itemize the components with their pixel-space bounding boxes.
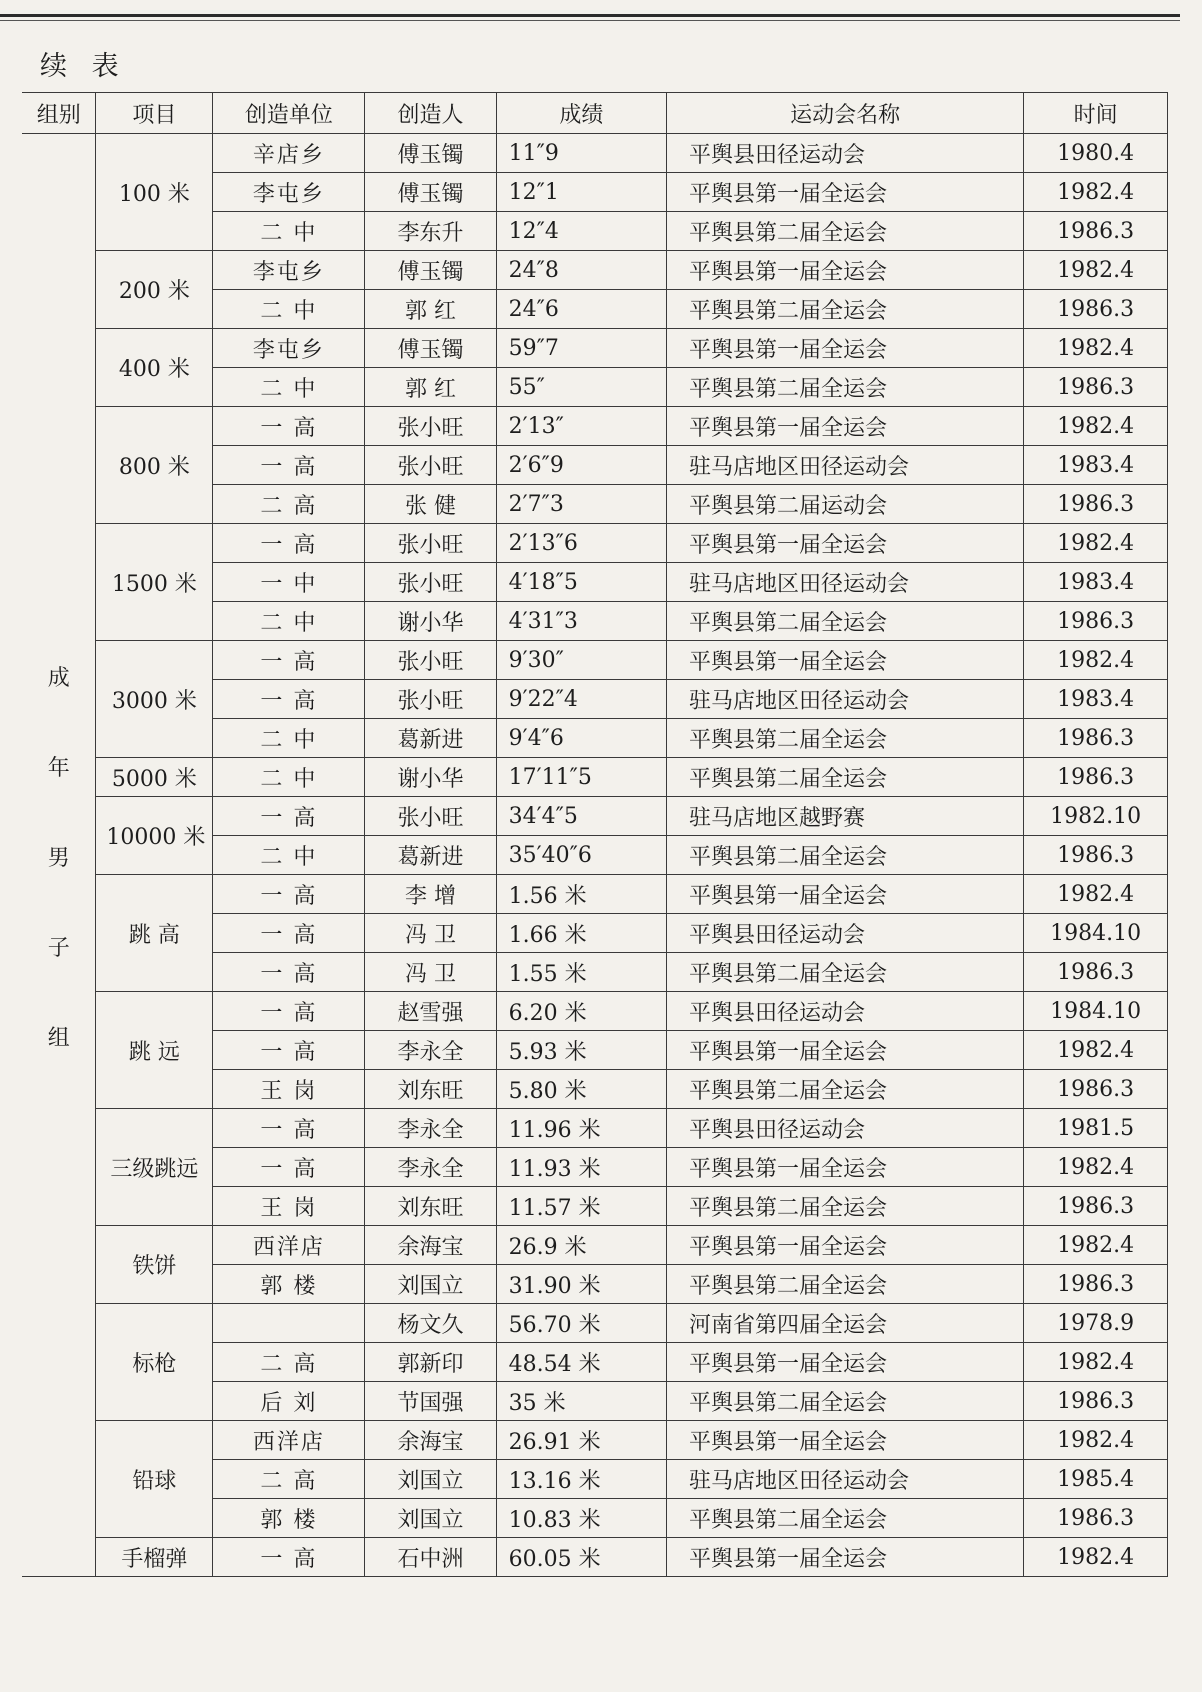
person-cell: 傅玉镯: [365, 329, 496, 368]
meet-cell: 河南省第四届全运会: [667, 1304, 1024, 1343]
table-row: [22, 329, 1168, 368]
date-cell: 1985.4: [1024, 1460, 1168, 1499]
unit-cell: 二 中: [213, 368, 365, 407]
score-cell: 11.93 米: [496, 1148, 666, 1187]
meet-cell: 平舆县第一届全运会: [667, 173, 1024, 212]
date-cell: 1986.3: [1024, 212, 1168, 251]
person-cell: 余海宝: [365, 1421, 496, 1460]
date-cell: 1986.3: [1024, 290, 1168, 329]
unit-cell: 二 中: [213, 290, 365, 329]
records-table: [22, 92, 1168, 1577]
person-cell: 石中洲: [365, 1538, 496, 1577]
unit-cell: 一 高: [213, 875, 365, 914]
score-cell: 35 米: [496, 1382, 666, 1421]
unit-cell: 一 高: [213, 1148, 365, 1187]
unit-cell: 李屯乡: [213, 251, 365, 290]
person-cell: 傅玉镯: [365, 251, 496, 290]
meet-cell: 平舆县第一届全运会: [667, 1538, 1024, 1577]
person-cell: 张小旺: [365, 407, 496, 446]
score-cell: 5.80 米: [496, 1070, 666, 1109]
unit-cell: 后 刘: [213, 1382, 365, 1421]
group-cell: [22, 134, 96, 1577]
meet-cell: 平舆县田径运动会: [667, 992, 1024, 1031]
unit-cell: 一 高: [213, 1538, 365, 1577]
meet-cell: 平舆县第一届全运会: [667, 251, 1024, 290]
meet-cell: 平舆县第一届全运会: [667, 524, 1024, 563]
event-cell: 标枪: [96, 1304, 213, 1421]
event-cell: 跳 高: [96, 875, 213, 992]
score-cell: 24″6: [496, 290, 666, 329]
header-unit: 创造单位: [213, 93, 365, 134]
group-char: 年: [47, 756, 70, 781]
person-cell: 李永全: [365, 1031, 496, 1070]
meet-cell: 平舆县第二届全运会: [667, 953, 1024, 992]
meet-cell: 平舆县第一届全运会: [667, 1421, 1024, 1460]
table-row: [22, 524, 1168, 563]
person-cell: 刘国立: [365, 1460, 496, 1499]
score-cell: 11.57 米: [496, 1187, 666, 1226]
score-cell: 2′7″3: [496, 485, 666, 524]
group-char: 组: [47, 1026, 70, 1051]
score-cell: 48.54 米: [496, 1343, 666, 1382]
score-cell: 10.83 米: [496, 1499, 666, 1538]
meet-cell: 平舆县第二届全运会: [667, 758, 1024, 797]
event-cell: 10000 米: [96, 797, 213, 875]
unit-cell: 西洋店: [213, 1421, 365, 1460]
date-cell: 1984.10: [1024, 914, 1168, 953]
event-cell: 三级跳远: [96, 1109, 213, 1226]
unit-cell: 二 中: [213, 602, 365, 641]
table-row: [22, 134, 1168, 173]
person-cell: 李永全: [365, 1148, 496, 1187]
unit-cell: 一 高: [213, 680, 365, 719]
person-cell: 傅玉镯: [365, 173, 496, 212]
records-body: [22, 134, 1168, 1577]
date-cell: 1986.3: [1024, 953, 1168, 992]
meet-cell: 平舆县第一届全运会: [667, 641, 1024, 680]
header-meet: 运动会名称: [667, 93, 1024, 134]
date-cell: 1986.3: [1024, 1265, 1168, 1304]
date-cell: 1983.4: [1024, 446, 1168, 485]
date-cell: 1982.4: [1024, 1538, 1168, 1577]
person-cell: 张小旺: [365, 563, 496, 602]
score-cell: 31.90 米: [496, 1265, 666, 1304]
score-cell: 9′4″6: [496, 719, 666, 758]
unit-cell: 二 高: [213, 1460, 365, 1499]
unit-cell: 一 高: [213, 797, 365, 836]
person-cell: 刘东旺: [365, 1187, 496, 1226]
score-cell: 17′11″5: [496, 758, 666, 797]
meet-cell: 平舆县田径运动会: [667, 1109, 1024, 1148]
table-row: [22, 797, 1168, 836]
score-cell: 9′30″: [496, 641, 666, 680]
date-cell: 1982.4: [1024, 329, 1168, 368]
person-cell: 冯 卫: [365, 914, 496, 953]
score-cell: 56.70 米: [496, 1304, 666, 1343]
unit-cell: 一 高: [213, 446, 365, 485]
score-cell: 4′18″5: [496, 563, 666, 602]
table-row: [22, 1421, 1168, 1460]
date-cell: 1982.4: [1024, 1343, 1168, 1382]
date-cell: 1986.3: [1024, 758, 1168, 797]
score-cell: 9′22″4: [496, 680, 666, 719]
score-cell: 26.91 米: [496, 1421, 666, 1460]
event-cell: 800 米: [96, 407, 213, 524]
person-cell: 李 增: [365, 875, 496, 914]
person-cell: 郭新印: [365, 1343, 496, 1382]
unit-cell: 王 岗: [213, 1187, 365, 1226]
person-cell: 张小旺: [365, 446, 496, 485]
unit-cell: 李屯乡: [213, 329, 365, 368]
unit-cell: 西洋店: [213, 1226, 365, 1265]
meet-cell: 平舆县第二届全运会: [667, 212, 1024, 251]
top-rule-thin: [0, 20, 1180, 21]
unit-cell: 一 高: [213, 1109, 365, 1148]
meet-cell: 驻马店地区越野赛: [667, 797, 1024, 836]
unit-cell: 郭 楼: [213, 1499, 365, 1538]
score-cell: 1.66 米: [496, 914, 666, 953]
meet-cell: 平舆县第二届全运会: [667, 368, 1024, 407]
meet-cell: 平舆县第二届运动会: [667, 485, 1024, 524]
header-row: [22, 93, 1168, 134]
table-row: [22, 875, 1168, 914]
group-char: 男: [47, 846, 70, 871]
meet-cell: 平舆县第一届全运会: [667, 407, 1024, 446]
score-cell: 1.55 米: [496, 953, 666, 992]
meet-cell: 平舆县第一届全运会: [667, 1148, 1024, 1187]
score-cell: 35′40″6: [496, 836, 666, 875]
header-date: 时间: [1024, 93, 1168, 134]
score-cell: 55″: [496, 368, 666, 407]
person-cell: 张小旺: [365, 797, 496, 836]
person-cell: 杨文久: [365, 1304, 496, 1343]
person-cell: 刘国立: [365, 1265, 496, 1304]
person-cell: 傅玉镯: [365, 134, 496, 173]
date-cell: 1986.3: [1024, 836, 1168, 875]
meet-cell: 平舆县田径运动会: [667, 134, 1024, 173]
event-cell: 铅球: [96, 1421, 213, 1538]
date-cell: 1986.3: [1024, 368, 1168, 407]
person-cell: 葛新进: [365, 836, 496, 875]
person-cell: 余海宝: [365, 1226, 496, 1265]
date-cell: 1982.4: [1024, 875, 1168, 914]
event-cell: 1500 米: [96, 524, 213, 641]
meet-cell: 平舆县第二届全运会: [667, 290, 1024, 329]
score-cell: 12″4: [496, 212, 666, 251]
meet-cell: 平舆县第二届全运会: [667, 602, 1024, 641]
meet-cell: 驻马店地区田径运动会: [667, 680, 1024, 719]
date-cell: 1982.4: [1024, 251, 1168, 290]
date-cell: 1982.4: [1024, 641, 1168, 680]
unit-cell: 二 中: [213, 212, 365, 251]
meet-cell: 平舆县第一届全运会: [667, 1226, 1024, 1265]
date-cell: 1982.4: [1024, 1421, 1168, 1460]
unit-cell: 李屯乡: [213, 173, 365, 212]
date-cell: 1986.3: [1024, 1070, 1168, 1109]
meet-cell: 平舆县第一届全运会: [667, 1343, 1024, 1382]
date-cell: 1986.3: [1024, 602, 1168, 641]
score-cell: 26.9 米: [496, 1226, 666, 1265]
event-cell: 200 米: [96, 251, 213, 329]
group-char: 成: [47, 666, 70, 691]
unit-cell: 一 高: [213, 1031, 365, 1070]
date-cell: 1986.3: [1024, 1187, 1168, 1226]
group-char: 子: [47, 936, 70, 961]
table-row: [22, 251, 1168, 290]
person-cell: 张小旺: [365, 680, 496, 719]
meet-cell: 平舆县第二届全运会: [667, 1499, 1024, 1538]
table-row: [22, 407, 1168, 446]
meet-cell: 平舆县第二届全运会: [667, 719, 1024, 758]
top-rule: [0, 14, 1180, 17]
date-cell: 1982.4: [1024, 1148, 1168, 1187]
meet-cell: 平舆县第二届全运会: [667, 1070, 1024, 1109]
score-cell: 34′4″5: [496, 797, 666, 836]
event-cell: 400 米: [96, 329, 213, 407]
unit-cell: 一 中: [213, 563, 365, 602]
meet-cell: 平舆县第一届全运会: [667, 1031, 1024, 1070]
person-cell: 李永全: [365, 1109, 496, 1148]
meet-cell: 平舆县第一届全运会: [667, 875, 1024, 914]
event-cell: 铁饼: [96, 1226, 213, 1304]
table-row: [22, 1226, 1168, 1265]
score-cell: 11″9: [496, 134, 666, 173]
date-cell: 1984.10: [1024, 992, 1168, 1031]
person-cell: 李东升: [365, 212, 496, 251]
score-cell: 11.96 米: [496, 1109, 666, 1148]
date-cell: 1982.10: [1024, 797, 1168, 836]
table-row: [22, 992, 1168, 1031]
meet-cell: 平舆县第二届全运会: [667, 1265, 1024, 1304]
score-cell: 5.93 米: [496, 1031, 666, 1070]
unit-cell: 二 中: [213, 719, 365, 758]
unit-cell: 王 岗: [213, 1070, 365, 1109]
date-cell: 1982.4: [1024, 173, 1168, 212]
person-cell: 冯 卫: [365, 953, 496, 992]
person-cell: 张小旺: [365, 641, 496, 680]
score-cell: 6.20 米: [496, 992, 666, 1031]
score-cell: 13.16 米: [496, 1460, 666, 1499]
date-cell: 1986.3: [1024, 485, 1168, 524]
date-cell: 1978.9: [1024, 1304, 1168, 1343]
meet-cell: 平舆县第二届全运会: [667, 1187, 1024, 1226]
unit-cell: 一 高: [213, 524, 365, 563]
person-cell: 赵雪强: [365, 992, 496, 1031]
score-cell: 4′31″3: [496, 602, 666, 641]
header-event: 项目: [96, 93, 213, 134]
continued-label: 续 表: [40, 51, 127, 82]
unit-cell: 二 高: [213, 1343, 365, 1382]
unit-cell: 一 高: [213, 914, 365, 953]
unit-cell: 一 高: [213, 953, 365, 992]
person-cell: 刘国立: [365, 1499, 496, 1538]
unit-cell: 二 中: [213, 836, 365, 875]
unit-cell: 郭 楼: [213, 1265, 365, 1304]
date-cell: 1986.3: [1024, 719, 1168, 758]
date-cell: 1980.4: [1024, 134, 1168, 173]
date-cell: 1982.4: [1024, 407, 1168, 446]
unit-cell: 二 中: [213, 758, 365, 797]
score-cell: 59″7: [496, 329, 666, 368]
person-cell: 刘东旺: [365, 1070, 496, 1109]
table-row: [22, 641, 1168, 680]
header-group: 组别: [22, 93, 96, 134]
meet-cell: 平舆县第二届全运会: [667, 1382, 1024, 1421]
person-cell: 张 健: [365, 485, 496, 524]
event-cell: 5000 米: [96, 758, 213, 797]
score-cell: 2′6″9: [496, 446, 666, 485]
score-cell: 12″1: [496, 173, 666, 212]
event-cell: 3000 米: [96, 641, 213, 758]
meet-cell: 驻马店地区田径运动会: [667, 563, 1024, 602]
event-cell: 手榴弹: [96, 1538, 213, 1577]
meet-cell: 驻马店地区田径运动会: [667, 446, 1024, 485]
unit-cell: 一 高: [213, 407, 365, 446]
unit-cell: [213, 1304, 365, 1343]
person-cell: 谢小华: [365, 602, 496, 641]
person-cell: 郭 红: [365, 368, 496, 407]
table-row: [22, 1304, 1168, 1343]
date-cell: 1986.3: [1024, 1382, 1168, 1421]
unit-cell: 一 高: [213, 641, 365, 680]
date-cell: 1981.5: [1024, 1109, 1168, 1148]
person-cell: 张小旺: [365, 524, 496, 563]
unit-cell: 一 高: [213, 992, 365, 1031]
person-cell: 郭 红: [365, 290, 496, 329]
meet-cell: 驻马店地区田径运动会: [667, 1460, 1024, 1499]
score-cell: 2′13″: [496, 407, 666, 446]
date-cell: 1982.4: [1024, 1031, 1168, 1070]
meet-cell: 平舆县田径运动会: [667, 914, 1024, 953]
date-cell: 1982.4: [1024, 524, 1168, 563]
table-row: [22, 758, 1168, 797]
meet-cell: 平舆县第二届全运会: [667, 836, 1024, 875]
date-cell: 1983.4: [1024, 680, 1168, 719]
unit-cell: 二 高: [213, 485, 365, 524]
date-cell: 1986.3: [1024, 1499, 1168, 1538]
person-cell: 节国强: [365, 1382, 496, 1421]
header-score: 成绩: [496, 93, 666, 134]
event-cell: 跳 远: [96, 992, 213, 1109]
score-cell: 1.56 米: [496, 875, 666, 914]
person-cell: 葛新进: [365, 719, 496, 758]
date-cell: 1982.4: [1024, 1226, 1168, 1265]
score-cell: 60.05 米: [496, 1538, 666, 1577]
event-cell: 100 米: [96, 134, 213, 251]
date-cell: 1983.4: [1024, 563, 1168, 602]
meet-cell: 平舆县第一届全运会: [667, 329, 1024, 368]
table-row: [22, 1538, 1168, 1577]
person-cell: 谢小华: [365, 758, 496, 797]
header-person: 创造人: [365, 93, 496, 134]
unit-cell: 辛店乡: [213, 134, 365, 173]
score-cell: 2′13″6: [496, 524, 666, 563]
table-row: [22, 1109, 1168, 1148]
score-cell: 24″8: [496, 251, 666, 290]
